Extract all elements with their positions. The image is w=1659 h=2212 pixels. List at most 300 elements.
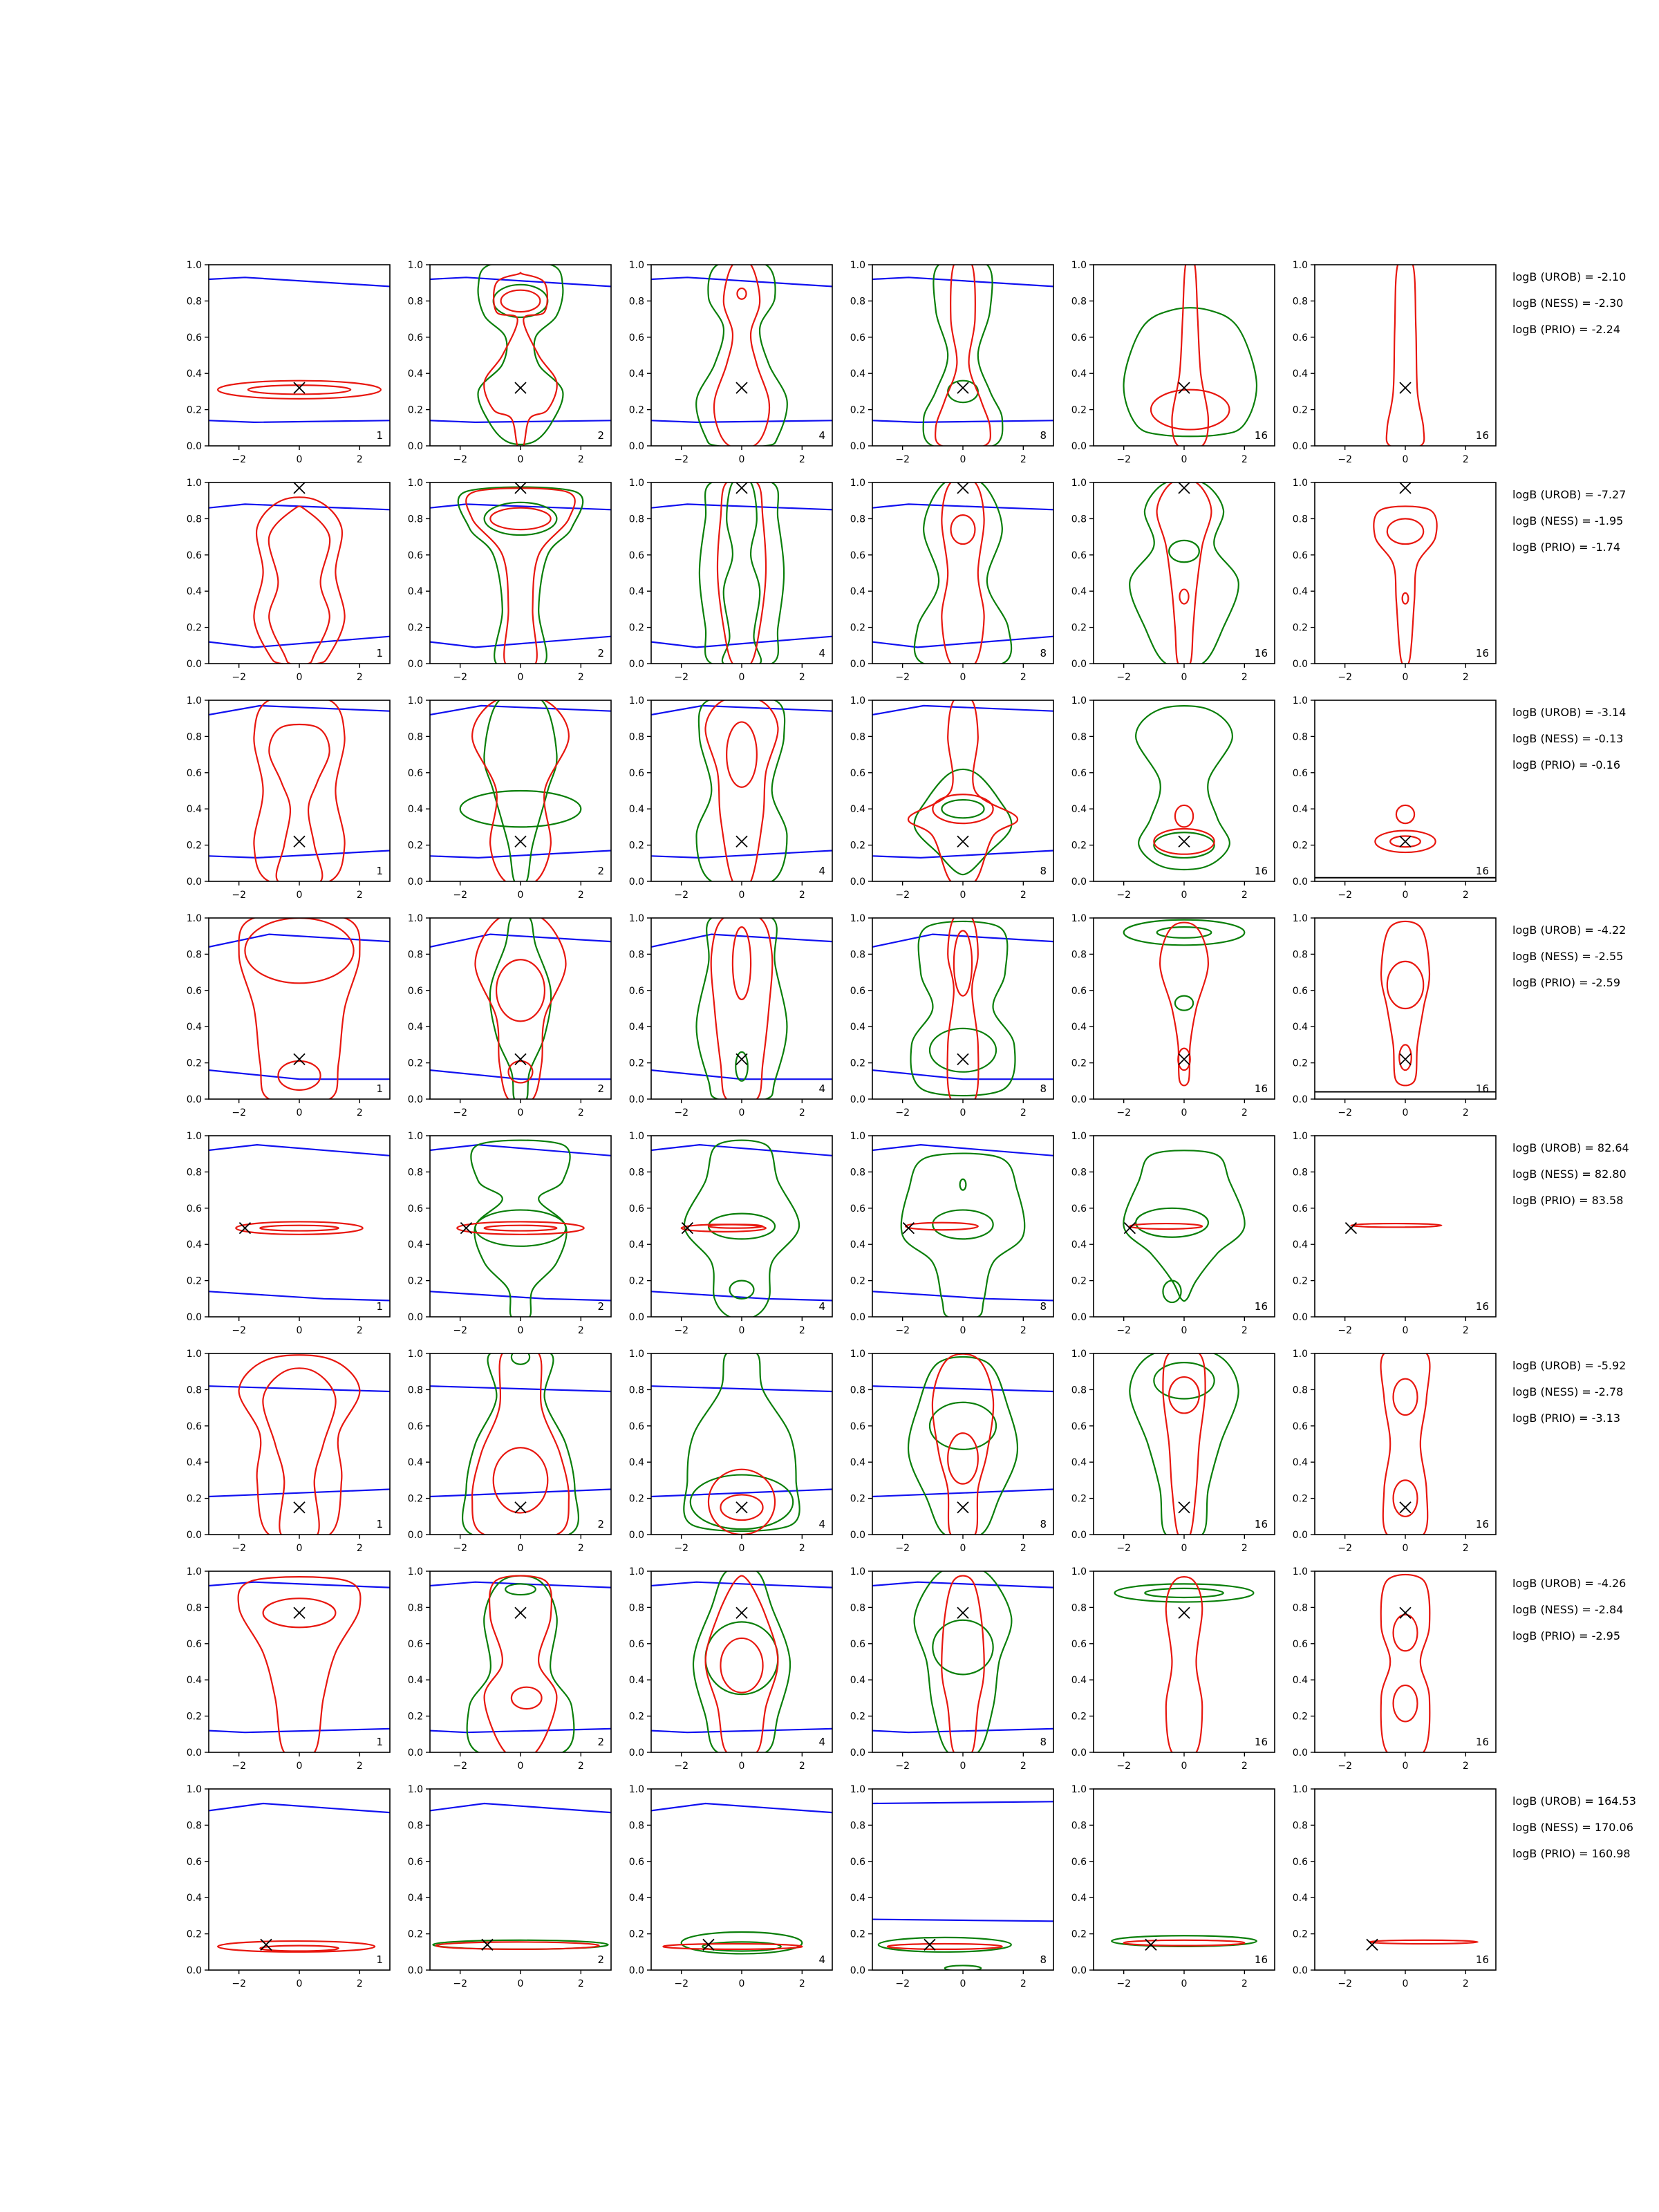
axes-frame <box>1094 1789 1275 1970</box>
panel-corner-label: 16 <box>1254 865 1268 877</box>
y-tick-label: 0.2 <box>628 1711 644 1723</box>
y-tick-label: 1.0 <box>1292 478 1308 489</box>
plot-area <box>209 482 390 665</box>
x-tick-label: 2 <box>356 1543 363 1554</box>
panel-r6-c1 <box>187 1349 390 1554</box>
red-contour <box>932 1354 993 1540</box>
green-contour <box>1124 308 1257 436</box>
green-contour <box>512 1350 529 1365</box>
red-contour <box>472 1347 569 1539</box>
x-tick-label: 2 <box>1020 1325 1027 1336</box>
blue-line <box>209 637 390 648</box>
y-tick-label: 0.6 <box>850 550 865 561</box>
panel-r2-c5 <box>1071 478 1275 683</box>
y-tick-label: 0.8 <box>407 1385 423 1396</box>
red-contour <box>254 497 344 664</box>
x-tick-label: 2 <box>577 1978 584 1989</box>
panel-r5-c6 <box>1293 1131 1496 1336</box>
y-tick-label: 0.2 <box>850 404 865 416</box>
y-tick-label: 0.4 <box>628 1893 644 1904</box>
red-contour <box>436 1942 599 1949</box>
y-tick-label: 1.0 <box>1292 1131 1308 1142</box>
blue-line <box>209 1803 390 1812</box>
x-tick-label: 0 <box>517 454 524 465</box>
truth-marker <box>736 1607 747 1618</box>
y-tick-label: 1.0 <box>1071 695 1087 706</box>
y-tick-label: 0.4 <box>186 1022 202 1033</box>
panel-row-7 <box>187 1566 1627 1772</box>
x-tick-label: −2 <box>453 1543 467 1554</box>
y-tick-label: 1.0 <box>1071 913 1087 924</box>
blue-line <box>872 1582 1053 1588</box>
y-tick-label: 0.0 <box>1292 1094 1308 1105</box>
y-tick-label: 0.0 <box>1071 1965 1087 1976</box>
axes-frame <box>430 1571 611 1752</box>
green-contour <box>460 791 581 827</box>
plot-area <box>430 693 611 885</box>
green-contour <box>1145 1588 1224 1597</box>
logb-line: logB (NESS) = 82.80 <box>1512 1168 1627 1181</box>
x-tick-label: 0 <box>517 1978 524 1989</box>
x-tick-label: 0 <box>296 890 303 901</box>
y-tick-label: 1.0 <box>1071 1131 1087 1142</box>
y-tick-label: 0.8 <box>1292 1167 1308 1179</box>
red-contour <box>494 1447 548 1512</box>
x-tick-label: 2 <box>1462 672 1469 683</box>
plot-area <box>430 1803 611 1950</box>
y-tick-label: 0.0 <box>1292 1312 1308 1323</box>
y-tick-label: 0.6 <box>850 1638 865 1650</box>
blue-line <box>872 1490 1053 1497</box>
red-contour <box>278 1061 320 1090</box>
x-tick-label: 0 <box>738 1978 745 1989</box>
panel-corner-label: 16 <box>1254 1736 1268 1748</box>
red-contour <box>935 258 991 448</box>
x-tick-label: 0 <box>738 890 745 901</box>
y-tick-label: 0.2 <box>1292 1929 1308 1940</box>
y-tick-label: 0.4 <box>1292 1675 1308 1687</box>
y-tick-label: 1.0 <box>407 1784 423 1795</box>
axes-frame <box>209 482 390 664</box>
y-tick-label: 0.2 <box>850 1493 865 1505</box>
green-contour <box>915 1566 1012 1758</box>
axes-frame <box>1094 1571 1275 1752</box>
panel-corner-label: 16 <box>1475 1736 1489 1748</box>
panel-r7-c1 <box>187 1566 390 1772</box>
x-tick-label: 2 <box>577 672 584 683</box>
x-tick-label: 2 <box>356 454 363 465</box>
y-tick-label: 0.4 <box>1292 1457 1308 1469</box>
plot-area <box>209 1577 390 1759</box>
red-contour <box>1381 1348 1430 1540</box>
x-tick-label: 0 <box>959 890 966 901</box>
green-contour <box>930 1029 996 1072</box>
logb-line: logB (UROB) = -4.22 <box>1512 924 1627 937</box>
blue-line <box>209 1070 390 1079</box>
x-tick-label: 0 <box>738 672 745 683</box>
logb-stats <box>1512 924 1626 989</box>
y-tick-label: 1.0 <box>850 1349 865 1360</box>
x-tick-label: −2 <box>1116 1978 1131 1989</box>
y-tick-label: 0.6 <box>186 1638 202 1650</box>
axes-frame <box>209 918 390 1099</box>
plot-area <box>1124 920 1245 1086</box>
panel-r5-c2 <box>408 1131 611 1336</box>
x-tick-label: −2 <box>674 890 688 901</box>
y-tick-label: 0.4 <box>1292 1022 1308 1033</box>
y-tick-label: 0.0 <box>628 877 644 888</box>
y-tick-label: 1.0 <box>1292 1566 1308 1577</box>
red-contour <box>485 1226 557 1231</box>
panel-r7-c6 <box>1293 1566 1496 1772</box>
x-tick-label: 0 <box>1402 1543 1409 1554</box>
green-contour <box>684 1349 799 1531</box>
y-tick-label: 0.6 <box>186 332 202 344</box>
panel-corner-label: 16 <box>1475 1518 1489 1530</box>
panel-corner-label: 8 <box>1040 647 1047 659</box>
y-tick-label: 0.8 <box>186 1820 202 1832</box>
truth-marker <box>736 482 747 494</box>
panel-corner-label: 2 <box>597 1518 604 1530</box>
panel-corner-label: 16 <box>1475 1300 1489 1313</box>
truth-marker <box>1400 1502 1411 1513</box>
panel-r4-c5 <box>1071 913 1275 1118</box>
red-contour <box>1387 518 1423 544</box>
y-tick-label: 0.8 <box>186 1602 202 1614</box>
plot-area <box>209 1145 390 1300</box>
axes-frame <box>1094 482 1275 664</box>
y-tick-label: 1.0 <box>407 1131 423 1142</box>
plot-area <box>430 262 611 449</box>
plot-area <box>872 258 1053 449</box>
y-tick-label: 0.0 <box>407 1530 423 1541</box>
blue-line <box>209 1291 390 1300</box>
x-tick-label: 0 <box>1402 890 1409 901</box>
panel-r8-c2 <box>408 1784 611 1989</box>
x-tick-label: 0 <box>517 1543 524 1554</box>
panel-r3-c1 <box>187 695 390 901</box>
y-tick-label: 0.8 <box>186 731 202 743</box>
y-tick-label: 0.6 <box>407 1421 423 1432</box>
x-tick-label: 0 <box>296 1978 303 1989</box>
x-tick-label: −2 <box>1338 454 1352 465</box>
red-contour <box>954 930 972 995</box>
y-tick-label: 0.0 <box>407 659 423 670</box>
green-contour <box>1136 1208 1208 1237</box>
panel-corner-label: 16 <box>1254 647 1268 659</box>
y-tick-label: 0.0 <box>186 1965 202 1976</box>
y-tick-label: 0.4 <box>186 804 202 816</box>
y-tick-label: 0.2 <box>186 1929 202 1940</box>
y-tick-label: 0.6 <box>186 1203 202 1215</box>
axes-frame <box>1094 1136 1275 1317</box>
x-tick-label: 2 <box>1020 890 1027 901</box>
red-contour <box>951 515 975 544</box>
y-tick-label: 1.0 <box>186 1131 202 1142</box>
y-tick-label: 1.0 <box>186 695 202 706</box>
x-tick-label: 2 <box>1462 1325 1469 1336</box>
truth-marker <box>957 1607 968 1618</box>
panel-r2-c6 <box>1293 478 1496 683</box>
blue-line <box>209 1582 390 1588</box>
x-tick-label: 2 <box>577 1543 584 1554</box>
y-tick-label: 0.0 <box>1071 659 1087 670</box>
x-tick-label: 0 <box>959 1978 966 1989</box>
y-tick-label: 0.4 <box>1292 804 1308 816</box>
blue-line <box>430 935 611 947</box>
plot-area <box>430 912 611 1104</box>
x-tick-label: 2 <box>798 1107 805 1118</box>
panel-r7-c3 <box>629 1566 832 1772</box>
green-contour <box>910 921 1015 1096</box>
plot-area <box>1124 258 1257 449</box>
x-tick-label: 2 <box>577 454 584 465</box>
blue-line <box>430 1729 611 1732</box>
y-tick-label: 0.4 <box>628 586 644 598</box>
panel-corner-label: 16 <box>1254 1953 1268 1966</box>
y-tick-label: 0.2 <box>1292 404 1308 416</box>
y-tick-label: 1.0 <box>628 1784 644 1795</box>
truth-marker <box>736 836 747 847</box>
y-tick-label: 0.4 <box>1071 1893 1087 1904</box>
plot-area <box>872 1566 1053 1758</box>
logb-line: logB (UROB) = -4.26 <box>1512 1577 1627 1590</box>
panel-r1-c6 <box>1293 257 1496 465</box>
panel-row-2 <box>187 477 1627 683</box>
panel-r8-c1 <box>187 1784 390 1989</box>
x-tick-label: 2 <box>577 1761 584 1772</box>
y-tick-label: 0.0 <box>186 877 202 888</box>
logb-stats <box>1512 1359 1626 1425</box>
plot-area <box>430 1576 611 1759</box>
blue-line <box>872 504 1053 509</box>
y-tick-label: 0.4 <box>1071 1675 1087 1687</box>
logb-line: logB (PRIO) = 160.98 <box>1512 1847 1631 1860</box>
y-tick-label: 0.4 <box>186 586 202 598</box>
blue-line <box>430 1490 611 1497</box>
y-tick-label: 0.2 <box>1071 1711 1087 1723</box>
y-tick-label: 1.0 <box>1292 1784 1308 1795</box>
panel-corner-label: 4 <box>818 1518 825 1530</box>
x-tick-label: 0 <box>1181 890 1188 901</box>
y-tick-label: 0.4 <box>1292 368 1308 380</box>
y-tick-label: 0.8 <box>850 514 865 525</box>
x-tick-label: 2 <box>798 454 805 465</box>
x-tick-label: 2 <box>1241 1978 1248 1989</box>
green-contour <box>505 1584 536 1595</box>
y-tick-label: 0.8 <box>186 296 202 308</box>
red-contour <box>1381 921 1430 1085</box>
x-tick-label: 0 <box>738 1761 745 1772</box>
x-tick-label: −2 <box>1116 672 1131 683</box>
y-tick-label: 1.0 <box>628 695 644 706</box>
panel-corner-label: 8 <box>1040 1953 1047 1966</box>
panel-r3-c5 <box>1071 695 1275 901</box>
y-tick-label: 0.6 <box>186 767 202 779</box>
logb-line: logB (UROB) = -3.14 <box>1512 706 1627 719</box>
y-tick-label: 0.2 <box>1071 1058 1087 1069</box>
x-tick-label: 0 <box>738 454 745 465</box>
y-tick-label: 0.2 <box>850 1058 865 1069</box>
y-tick-label: 0.2 <box>850 1711 865 1723</box>
x-tick-label: 0 <box>738 1543 745 1554</box>
x-tick-label: 2 <box>1020 454 1027 465</box>
panel-corner-label: 16 <box>1475 1082 1489 1095</box>
x-tick-label: 2 <box>1241 454 1248 465</box>
y-tick-label: 0.4 <box>628 368 644 380</box>
x-tick-label: −2 <box>895 672 910 683</box>
red-contour <box>1166 1577 1202 1758</box>
logb-line: logB (UROB) = -5.92 <box>1512 1359 1627 1372</box>
axes-frame <box>651 482 832 664</box>
panel-r4-c6 <box>1293 913 1496 1118</box>
y-tick-label: 0.4 <box>628 1022 644 1033</box>
y-tick-label: 0.4 <box>850 368 865 380</box>
x-tick-label: 0 <box>738 1325 745 1336</box>
plot-area <box>1381 1575 1430 1759</box>
truth-marker <box>294 382 305 393</box>
x-tick-label: −2 <box>1338 1978 1352 1989</box>
x-tick-label: 0 <box>1402 1761 1409 1772</box>
x-tick-label: 2 <box>356 890 363 901</box>
x-tick-label: 2 <box>798 890 805 901</box>
y-tick-label: 1.0 <box>1292 260 1308 271</box>
blue-line <box>651 1729 832 1732</box>
y-tick-label: 0.8 <box>1071 296 1087 308</box>
x-tick-label: −2 <box>232 1543 246 1554</box>
green-contour <box>697 912 787 1101</box>
y-tick-label: 0.8 <box>1292 1385 1308 1396</box>
y-tick-label: 0.4 <box>850 1239 865 1251</box>
y-tick-label: 0.4 <box>186 368 202 380</box>
green-contour <box>1123 1150 1244 1301</box>
green-contour <box>941 800 984 818</box>
blue-line <box>430 1070 611 1079</box>
axes-frame <box>872 700 1053 881</box>
plot-area <box>872 477 1053 669</box>
x-tick-label: 2 <box>1462 1107 1469 1118</box>
y-tick-label: 0.0 <box>186 1530 202 1541</box>
green-contour <box>908 1357 1018 1539</box>
y-tick-label: 0.2 <box>1292 1711 1308 1723</box>
panel-r8-c4 <box>850 1784 1053 1989</box>
x-tick-label: 0 <box>1181 1543 1188 1554</box>
y-tick-label: 0.8 <box>1071 1167 1087 1179</box>
y-tick-label: 0.4 <box>1071 1022 1087 1033</box>
y-tick-label: 0.6 <box>628 1203 644 1215</box>
axes-frame <box>1315 265 1496 446</box>
red-contour <box>720 1638 762 1693</box>
panel-r1-c3 <box>629 260 832 465</box>
y-tick-label: 0.6 <box>1292 767 1308 779</box>
y-tick-label: 0.8 <box>407 1167 423 1179</box>
y-tick-label: 0.0 <box>628 1747 644 1759</box>
truth-marker <box>957 1053 968 1065</box>
y-tick-label: 0.2 <box>628 404 644 416</box>
y-tick-label: 0.0 <box>1071 877 1087 888</box>
panel-corner-label: 16 <box>1475 647 1489 659</box>
red-contour <box>269 506 330 664</box>
y-tick-label: 0.0 <box>850 1530 865 1541</box>
panel-corner-label: 8 <box>1040 1300 1047 1313</box>
green-contour <box>1130 479 1239 668</box>
truth-marker <box>1400 836 1411 847</box>
y-tick-label: 0.8 <box>1292 296 1308 308</box>
panel-r3-c4 <box>850 695 1053 901</box>
x-tick-label: 2 <box>798 672 805 683</box>
blue-line <box>651 277 832 286</box>
blue-line <box>872 1729 1053 1732</box>
panel-corner-label: 2 <box>597 647 604 659</box>
x-tick-label: 0 <box>296 1761 303 1772</box>
x-tick-label: −2 <box>1116 890 1131 901</box>
panel-corner-label: 1 <box>376 647 383 659</box>
truth-marker <box>682 1223 693 1234</box>
y-tick-label: 0.6 <box>628 1421 644 1432</box>
x-tick-label: −2 <box>1338 890 1352 901</box>
y-tick-label: 0.4 <box>628 1239 644 1251</box>
y-tick-label: 0.8 <box>628 296 644 308</box>
y-tick-label: 0.0 <box>628 1312 644 1323</box>
x-tick-label: 2 <box>356 1761 363 1772</box>
panel-corner-label: 1 <box>376 1953 383 1966</box>
truth-marker <box>957 1502 968 1513</box>
logb-line: logB (PRIO) = -2.95 <box>1512 1629 1620 1642</box>
panel-corner-label: 16 <box>1254 1082 1268 1095</box>
x-tick-label: −2 <box>895 1978 910 1989</box>
y-tick-label: 0.4 <box>407 1675 423 1687</box>
logb-line: logB (UROB) = -7.27 <box>1512 488 1627 501</box>
x-tick-label: 2 <box>1020 1761 1027 1772</box>
x-tick-label: −2 <box>1116 1761 1131 1772</box>
x-tick-label: −2 <box>1116 454 1131 465</box>
plot-area <box>872 1801 1053 1971</box>
panel-corner-label: 8 <box>1040 1736 1047 1748</box>
red-contour <box>260 1226 339 1231</box>
plot-area <box>1136 706 1232 870</box>
red-contour <box>218 381 381 399</box>
blue-line <box>209 1490 390 1497</box>
y-tick-label: 0.0 <box>1292 1747 1308 1759</box>
y-tick-label: 0.4 <box>628 1675 644 1687</box>
y-tick-label: 0.4 <box>186 1239 202 1251</box>
x-tick-label: −2 <box>1338 1543 1352 1554</box>
y-tick-label: 0.6 <box>850 1203 865 1215</box>
plot-area <box>651 695 832 889</box>
logb-stats <box>1512 1577 1626 1642</box>
x-tick-label: 0 <box>517 1325 524 1336</box>
y-tick-label: 1.0 <box>407 1566 423 1577</box>
panel-r1-c1 <box>187 260 390 465</box>
y-tick-label: 0.4 <box>850 804 865 816</box>
y-tick-label: 0.4 <box>1292 1893 1308 1904</box>
y-tick-label: 0.0 <box>1292 877 1308 888</box>
green-contour <box>1136 706 1232 870</box>
y-tick-label: 0.6 <box>1071 1203 1087 1215</box>
x-tick-label: 0 <box>959 1543 966 1554</box>
truth-marker <box>1400 1053 1411 1065</box>
y-tick-label: 0.2 <box>1292 1058 1308 1069</box>
axes-frame <box>651 265 832 446</box>
y-tick-label: 0.8 <box>1071 1385 1087 1396</box>
panel-corner-label: 1 <box>376 429 383 442</box>
x-tick-label: 0 <box>1181 454 1188 465</box>
blue-line <box>651 420 832 422</box>
panel-r1-c4 <box>850 258 1053 465</box>
plot-area <box>209 913 390 1103</box>
plot-area <box>209 695 390 885</box>
y-tick-label: 0.6 <box>628 985 644 997</box>
